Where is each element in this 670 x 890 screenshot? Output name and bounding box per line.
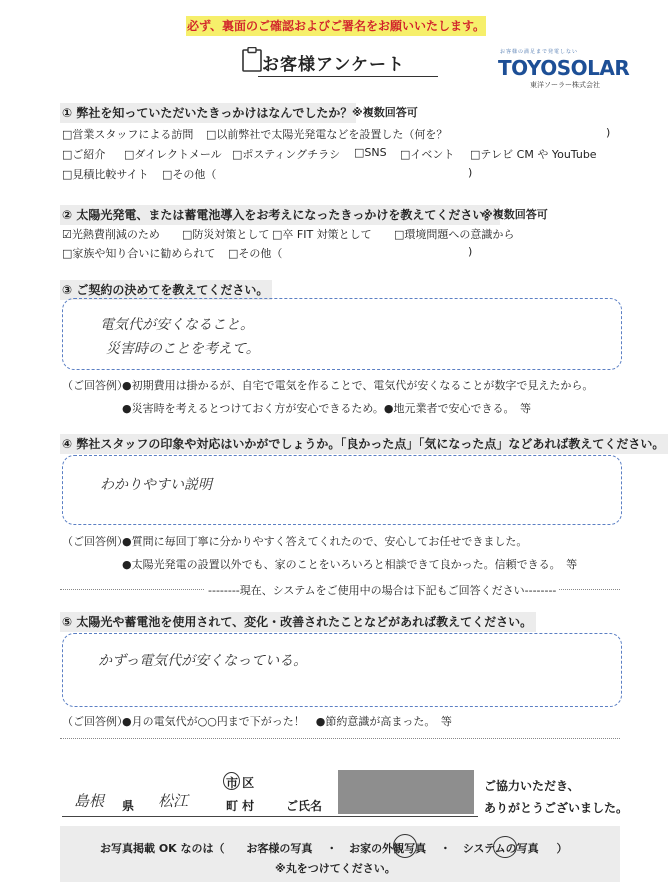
prefecture-label: 県 xyxy=(122,799,135,813)
photo-consent-suffix: ） xyxy=(556,842,568,855)
q1-option-sales-visit[interactable]: □営業スタッフによる訪問 xyxy=(62,128,194,141)
q1-option-sns[interactable]: □SNS xyxy=(354,146,387,159)
q3-example-2: ●災害時を考えるとつけておく方が安心できるため。●地元業者で安心できる。 等 xyxy=(122,402,532,415)
title-underline xyxy=(258,76,438,77)
name-label: ご氏名 xyxy=(286,799,323,813)
q4-example-2: ●太陽光発電の設置以外でも、家のことをいろいろと相談できて良かった。信頼できる。 等 xyxy=(122,558,578,571)
q1-option-direct-mail[interactable]: □ダイレクトメール xyxy=(124,148,222,161)
photo-consent-prefix: お写真掲載 OK なのは（ xyxy=(100,842,225,855)
prefecture-value: 島根 xyxy=(74,792,105,810)
photo-dot-1: ・ xyxy=(326,842,338,855)
q1-option-referral[interactable]: □ご紹介 xyxy=(62,148,106,161)
photo-dot-2: ・ xyxy=(439,842,451,855)
section-separator-2 xyxy=(60,738,620,739)
exterior-circle-mark xyxy=(393,834,417,858)
photo-option-exterior[interactable]: お家の外観写真 xyxy=(349,842,427,855)
q2-option-disaster-prep[interactable]: □防災対策として xyxy=(182,228,270,241)
q2-option-cost-reduction[interactable]: ☑光熱費削減のため xyxy=(62,228,160,241)
q4-example-label: （ご回答例） xyxy=(62,535,128,548)
page-title: お客様アンケート xyxy=(262,55,405,75)
q2-option-other[interactable]: □その他（ xyxy=(228,247,283,260)
q3-example-label: （ご回答例） xyxy=(62,379,128,392)
q1-option-comparison-site[interactable]: □見積比較サイト xyxy=(62,168,149,181)
city-ward-labels: 市 区 xyxy=(226,776,255,790)
q5-example-label: （ご回答例） xyxy=(62,715,128,728)
q2-option-recommended[interactable]: □家族や知り合いに勧められて xyxy=(62,247,216,260)
clipboard-icon xyxy=(242,47,262,72)
q1-option-tv-cm[interactable]: □テレビ CM や YouTube xyxy=(470,148,597,161)
photo-option-system[interactable]: システムの写真 xyxy=(462,842,539,855)
company-name: 東洋ソーラー株式会社 xyxy=(530,81,600,89)
photo-option-customer[interactable]: お客様の写真 xyxy=(246,842,313,855)
q3-answer-box[interactable] xyxy=(62,298,622,370)
q1-option-previous-install[interactable]: □以前弊社で太陽光発電などを設置した（何を？ xyxy=(206,128,448,141)
photo-consent-note: ※丸をつけてください。 xyxy=(275,862,396,875)
company-logo: TOYOSOLAR xyxy=(498,56,630,80)
q5-heading: ⑤ 太陽光や蓄電池を使用されて、変化・改善されたことなどがあれば教えてください。 xyxy=(60,612,536,632)
redacted-name xyxy=(338,770,474,814)
thanks-line1: ご協力いただき、 xyxy=(484,779,580,793)
q1-other-paren-close: ) xyxy=(468,166,473,179)
q5-example-1: ●月の電気代が○○円まで下がった！ ●節約意識が高まった。 等 xyxy=(122,715,452,728)
q1-paren-close: ) xyxy=(606,126,611,139)
thanks-line2: ありがとうございました。 xyxy=(484,801,629,815)
q1-option-other[interactable]: □その他（ xyxy=(162,168,217,181)
q2-other-paren-close: ) xyxy=(468,245,473,258)
q2-option-environment[interactable]: □環境問題への意識から xyxy=(394,228,515,241)
q2-note: ※複数回答可 xyxy=(482,208,548,221)
q1-option-event[interactable]: □イベント xyxy=(400,148,455,161)
q4-heading: ④ 弊社スタッフの印象や対応はいかがでしょうか。「良かった点」「気になった点」などあれば教えてください。 xyxy=(60,434,668,454)
q3-example-1: ●初期費用は掛かるが、自宅で電気を作ることで、電気代が安くなることが数字で見えたから。 xyxy=(122,379,594,392)
q1-note: ※複数回答可 xyxy=(352,106,418,119)
city-circle-mark xyxy=(223,772,240,790)
q4-answer-line1: わかりやすい説明 xyxy=(100,477,212,493)
q2-option-post-fit[interactable]: □卒 FIT 対策として xyxy=(272,228,372,241)
city-value: 松江 xyxy=(158,792,189,810)
q5-answer-line1: かずっ電気代が安くなっている。 xyxy=(98,653,308,669)
q2-heading: ② 太陽光発電、または蓄電池導入をお考えになったきっかけを教えてください。 xyxy=(60,205,500,225)
q3-heading: ③ ご契約の決めてを教えてください。 xyxy=(60,280,272,300)
q3-answer-line1: 電気代が安くなること。 xyxy=(100,317,254,333)
separator-note: --------現在、システムをご使用中の場合は下記もご回答ください-------- xyxy=(205,582,559,598)
q1-heading: ① 弊社を知っていただいたきっかけはなんでしたか？ xyxy=(60,103,356,123)
notice-banner: 必ず、裏面のご確認およびご署名をお願いいたします。 xyxy=(186,16,486,36)
town-village-labels: 町 村 xyxy=(226,799,255,813)
address-underline xyxy=(62,816,478,817)
q3-answer-line2: 災害時のことを考えて。 xyxy=(106,341,260,357)
logo-tagline: お客様の満足まで発電しない xyxy=(500,49,579,55)
q4-example-1: ●質問に毎回丁寧に分かりやすく答えてくれたので、安心してお任せできました。 xyxy=(122,535,528,548)
system-circle-mark xyxy=(493,836,517,858)
q5-answer-box[interactable] xyxy=(62,633,622,707)
q1-option-flyer[interactable]: □ポスティングチラシ xyxy=(232,148,341,161)
